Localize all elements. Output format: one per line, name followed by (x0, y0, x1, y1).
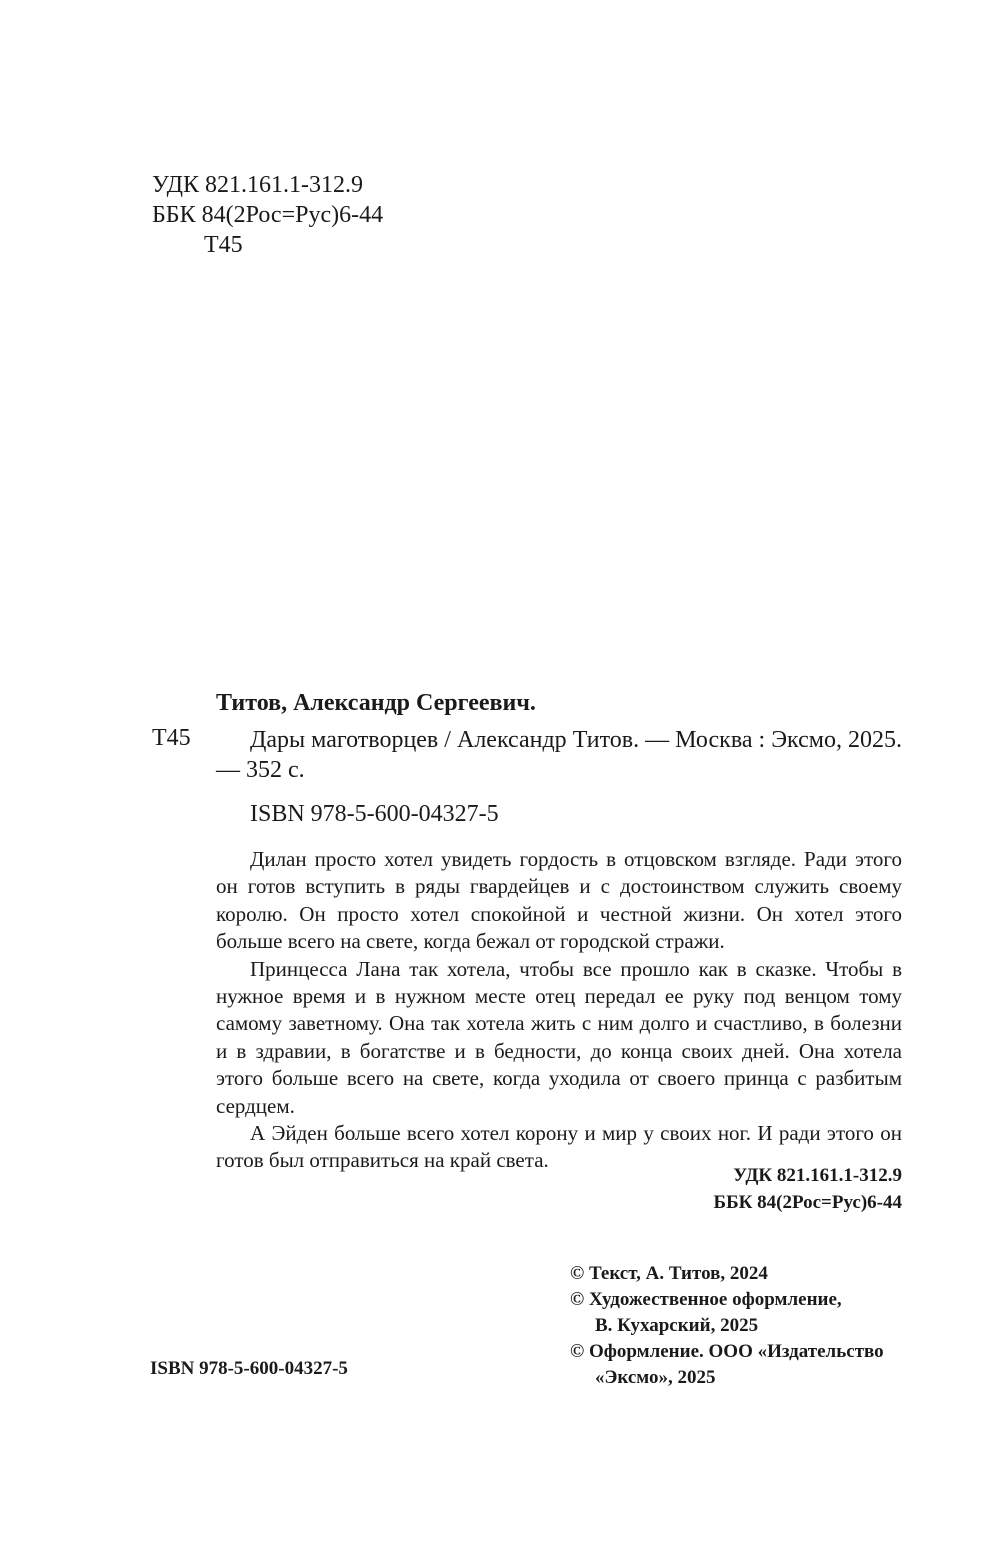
isbn-line: ISBN 978-5-600-04327-5 (250, 801, 499, 827)
title-description: Дары маготворцев / Александр Титов. — Москва : Эксмо, 2025. — 352 с. (216, 727, 902, 783)
author-sign: Т45 (204, 232, 243, 258)
annotation-paragraph: А Эйден больше всего хотел корону и мир у своих ног. И ради этого он готов был отправиться на край света. (216, 1121, 902, 1173)
author-heading: Титов, Александр Сергеевич. (216, 690, 536, 716)
udk-code: УДК 821.161.1-312.9 (152, 172, 363, 198)
isbn-bottom: ISBN 978-5-600-04327-5 (150, 1358, 348, 1379)
annotation (216, 846, 902, 1175)
annotation-paragraph: Принцесса Лана так хотела, чтобы все прошло как в сказке. Чтобы в нужное время и в нужном месте отец передал ее руку под венцом тому самому заветному. Она так хотела жить с ним долго и счастливо, в болезни и в здравии, в богатстве и в бедности, до конца своих дней. Она хотела этого больше всего на свете, когда уходила от своего принца с разбитым сердцем. (216, 956, 902, 1118)
bbk-code-bottom: ББК 84(2Рос=Рус)6-44 (713, 1192, 902, 1213)
copyright-design-holder: «Эксмо», 2025 (595, 1367, 716, 1388)
copyright-block (570, 1261, 884, 1391)
copyright-text: © Текст, А. Титов, 2024 (570, 1263, 768, 1284)
author-sign-mark: Т45 (152, 725, 191, 751)
udk-code-bottom: УДК 821.161.1-312.9 (733, 1165, 902, 1186)
copyright-art: © Художественное оформление, (570, 1289, 842, 1310)
bibliographic-record (216, 725, 902, 829)
classification-codes (152, 170, 383, 260)
copyright-design: © Оформление. ООО «Издательство (570, 1341, 884, 1362)
bbk-code: ББК 84(2Рос=Рус)6-44 (152, 202, 384, 228)
annotation-paragraph: Дилан просто хотел увидеть гордость в отцовском взгляде. Ради этого он готов вступить в ряды гвардейцев и с достоинством служить своему королю. Он просто хотел спокойной и честной жизни. Он хотел этого больше всего на свете, когда бежал от городской стражи. (216, 847, 902, 954)
classification-codes-bottom (714, 1162, 902, 1216)
copyright-art-holder: В. Кухарский, 2025 (595, 1315, 759, 1336)
